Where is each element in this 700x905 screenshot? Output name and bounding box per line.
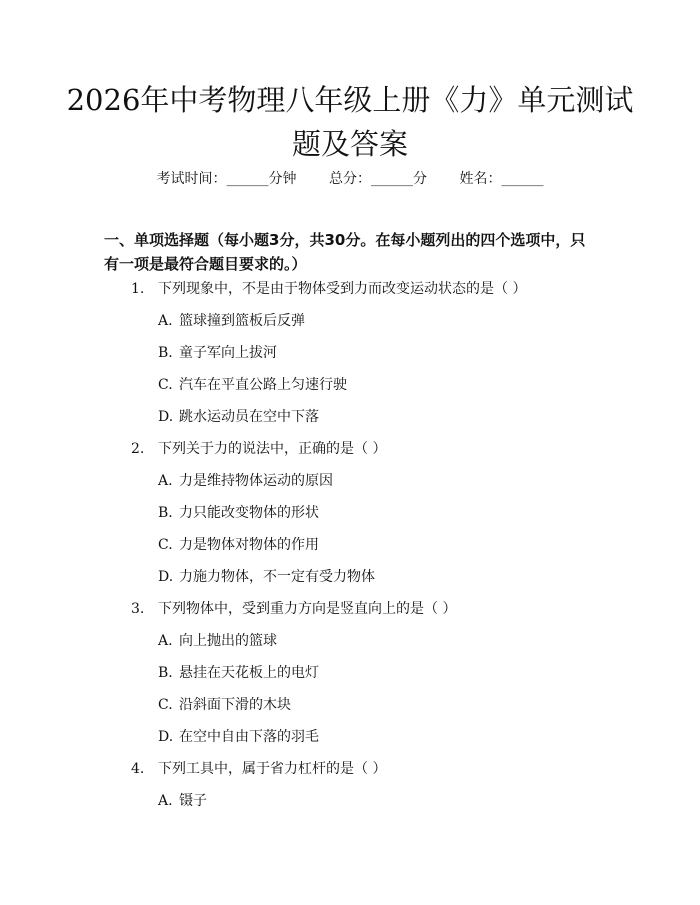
option-label: A. bbox=[158, 313, 173, 329]
option-label: C. bbox=[158, 377, 173, 393]
option-text: 力是物体对物体的作用 bbox=[179, 537, 319, 553]
answer-option bbox=[158, 310, 305, 330]
option-text: 力是维持物体运动的原因 bbox=[179, 473, 333, 489]
exam-time: 考试时间：______分钟 bbox=[156, 171, 297, 187]
option-label: B. bbox=[158, 665, 173, 681]
question-number: 4. bbox=[131, 761, 145, 777]
answer-option bbox=[158, 406, 319, 426]
question-stem bbox=[131, 278, 526, 298]
answer-option bbox=[158, 630, 277, 650]
option-text: 镊子 bbox=[179, 793, 207, 809]
answer-option bbox=[158, 342, 277, 362]
exam-meta bbox=[0, 168, 700, 188]
option-label: D. bbox=[158, 409, 174, 425]
answer-option bbox=[158, 374, 347, 394]
option-label: B. bbox=[158, 505, 173, 521]
option-text: 篮球撞到篮板后反弹 bbox=[179, 313, 305, 329]
option-text: 力只能改变物体的形状 bbox=[179, 505, 319, 521]
question-stem bbox=[131, 758, 386, 778]
option-label: B. bbox=[158, 345, 173, 361]
question-text: 下列现象中，不是由于物体受到力而改变运动状态的是（ ） bbox=[158, 281, 527, 297]
answer-option bbox=[158, 662, 319, 682]
answer-option bbox=[158, 534, 319, 554]
exam-score: 总分：______分 bbox=[329, 171, 427, 187]
question-stem bbox=[131, 598, 456, 618]
option-text: 向上抛出的篮球 bbox=[179, 633, 277, 649]
answer-option bbox=[158, 790, 207, 810]
option-label: A. bbox=[158, 793, 173, 809]
answer-option bbox=[158, 470, 333, 490]
answer-option bbox=[158, 502, 319, 522]
student-name: 姓名：______ bbox=[459, 171, 544, 187]
question-text: 下列物体中，受到重力方向是竖直向上的是（ ） bbox=[158, 601, 457, 617]
option-label: A. bbox=[158, 473, 173, 489]
answer-option bbox=[158, 694, 291, 714]
question-number: 1. bbox=[131, 281, 145, 297]
option-label: C. bbox=[158, 537, 173, 553]
option-label: D. bbox=[158, 569, 174, 585]
section-heading: 一、单项选择题（每小题3分，共30分。在每小题列出的四个选项中，只有一项是最符合题目要求的。） bbox=[104, 231, 586, 273]
question-text: 下列关于力的说法中，正确的是（ ） bbox=[158, 441, 387, 457]
answer-option bbox=[158, 566, 375, 586]
option-label: C. bbox=[158, 697, 173, 713]
question-stem bbox=[131, 438, 386, 458]
option-text: 汽车在平直公路上匀速行驶 bbox=[179, 377, 347, 393]
option-label: A. bbox=[158, 633, 173, 649]
option-text: 力施力物体，不一定有受力物体 bbox=[179, 569, 375, 585]
option-text: 童子军向上拔河 bbox=[179, 345, 277, 361]
option-text: 在空中自由下落的羽毛 bbox=[179, 729, 319, 745]
question-text: 下列工具中，属于省力杠杆的是（ ） bbox=[158, 761, 387, 777]
option-label: D. bbox=[158, 729, 174, 745]
question-number: 2. bbox=[131, 441, 145, 457]
question-number: 3. bbox=[131, 601, 145, 617]
answer-option bbox=[158, 726, 319, 746]
option-text: 沿斜面下滑的木块 bbox=[179, 697, 291, 713]
option-text: 悬挂在天花板上的电灯 bbox=[179, 665, 319, 681]
option-text: 跳水运动员在空中下落 bbox=[179, 409, 319, 425]
document-title: 2026年中考物理八年级上册《力》单元测试题及答案 bbox=[66, 83, 634, 161]
